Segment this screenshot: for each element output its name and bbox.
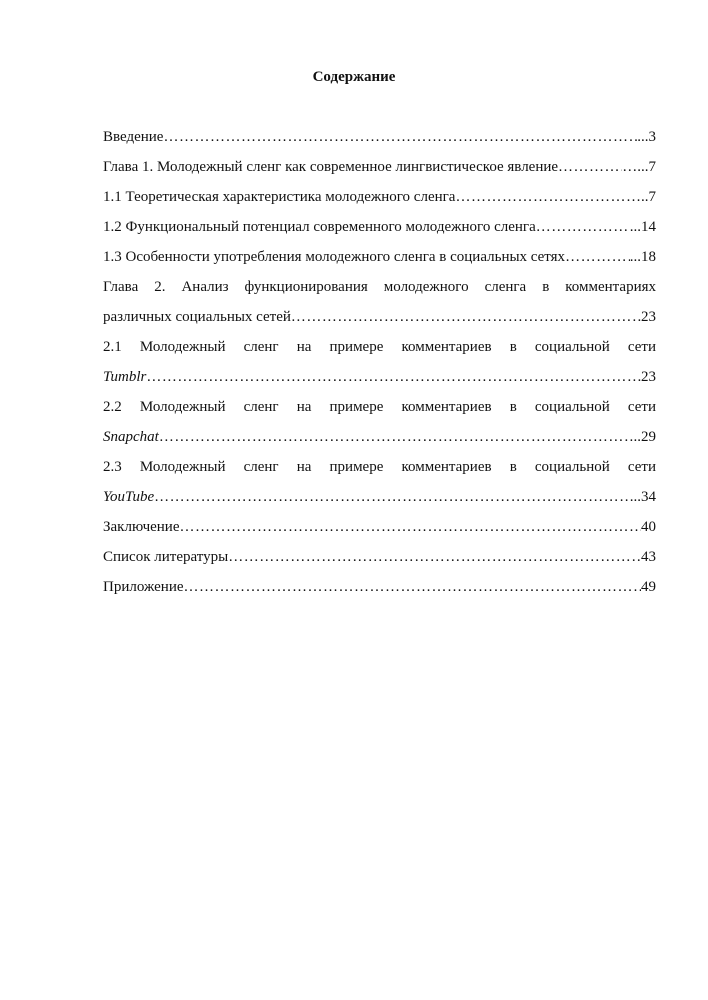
toc-entry-chapter-2[interactable] <box>103 272 656 302</box>
toc-entry-2-2-cont[interactable] <box>103 422 656 452</box>
toc-page-number: 23 <box>641 309 656 325</box>
toc-entry-2-3[interactable] <box>103 452 656 482</box>
toc-page-number: ...34 <box>629 489 656 505</box>
toc-label: 2.2 Молодежный сленг на примере комментариев в социальной сети <box>103 399 656 415</box>
toc-entry-1-2[interactable] <box>103 212 656 242</box>
toc-label: Глава 2. Анализ функционирования молодежного сленга в комментариях <box>103 279 656 295</box>
toc-page-number: …..7 <box>626 189 656 205</box>
leader-dots <box>146 362 641 392</box>
toc-label-continued: YouTube <box>103 489 155 505</box>
toc-page-number: 49 <box>641 579 656 595</box>
toc-entry-2-1-cont[interactable] <box>103 362 656 392</box>
toc-page-number: ...18 <box>629 249 656 265</box>
toc-label: 2.3 Молодежный сленг на примере комментариев в социальной сети <box>103 459 656 475</box>
leader-dots <box>455 182 626 212</box>
toc-entry-2-1[interactable] <box>103 332 656 362</box>
toc-label: Список литературы <box>103 549 229 565</box>
toc-entry-references[interactable] <box>103 542 656 572</box>
toc-label: Приложение <box>103 579 184 595</box>
leader-dots <box>184 572 641 602</box>
leader-dots <box>154 482 630 512</box>
leader-dots <box>565 242 630 272</box>
toc-label: Глава 1. Молодежный сленг как современное лингвистическое явление <box>103 159 559 175</box>
toc-entry-introduction[interactable] <box>103 122 656 152</box>
toc-page-number: 43 <box>641 549 656 565</box>
leader-dots <box>536 212 630 242</box>
toc-label-continued: Snapchat <box>103 429 159 445</box>
leader-dots <box>558 152 622 182</box>
toc-entry-1-1[interactable] <box>103 182 656 212</box>
leader-dots <box>228 542 641 572</box>
toc-page-number: ..29 <box>633 429 656 445</box>
toc-page-number: ...14 <box>629 219 656 235</box>
toc-label: 1.1 Теоретическая характеристика молодежного сленга <box>103 189 456 205</box>
table-of-contents <box>103 122 656 602</box>
toc-label: 1.3 Особенности употребления молодежного сленга в социальных сетях <box>103 249 566 265</box>
toc-label: 2.1 Молодежный сленг на примере комментариев в социальной сети <box>103 339 656 355</box>
toc-entry-chapter-1[interactable] <box>103 152 656 182</box>
toc-label: Введение <box>103 129 164 145</box>
toc-label: Заключение <box>103 519 180 535</box>
page-title: Содержание <box>312 69 396 85</box>
toc-entry-1-3[interactable] <box>103 242 656 272</box>
toc-page-number: ...3 <box>637 129 656 145</box>
toc-label: 1.2 Функциональный потенциал современного молодежного сленга <box>103 219 536 235</box>
toc-entry-2-3-cont[interactable] <box>103 482 656 512</box>
toc-entry-conclusion[interactable] <box>103 512 656 542</box>
leader-dots <box>180 512 642 542</box>
toc-entry-chapter-2-cont[interactable] <box>103 302 656 332</box>
leader-dots <box>291 302 641 332</box>
leader-dots <box>163 122 637 152</box>
toc-entry-2-2[interactable] <box>103 392 656 422</box>
toc-label-continued: различных социальных сетей <box>103 309 291 325</box>
toc-label-continued: Tumblr <box>103 369 147 385</box>
toc-entry-appendix[interactable] <box>103 572 656 602</box>
toc-page-number: 23 <box>641 369 656 385</box>
toc-page-number: …...7 <box>622 159 656 175</box>
leader-dots <box>159 422 634 452</box>
toc-page-number: 40 <box>641 519 656 535</box>
